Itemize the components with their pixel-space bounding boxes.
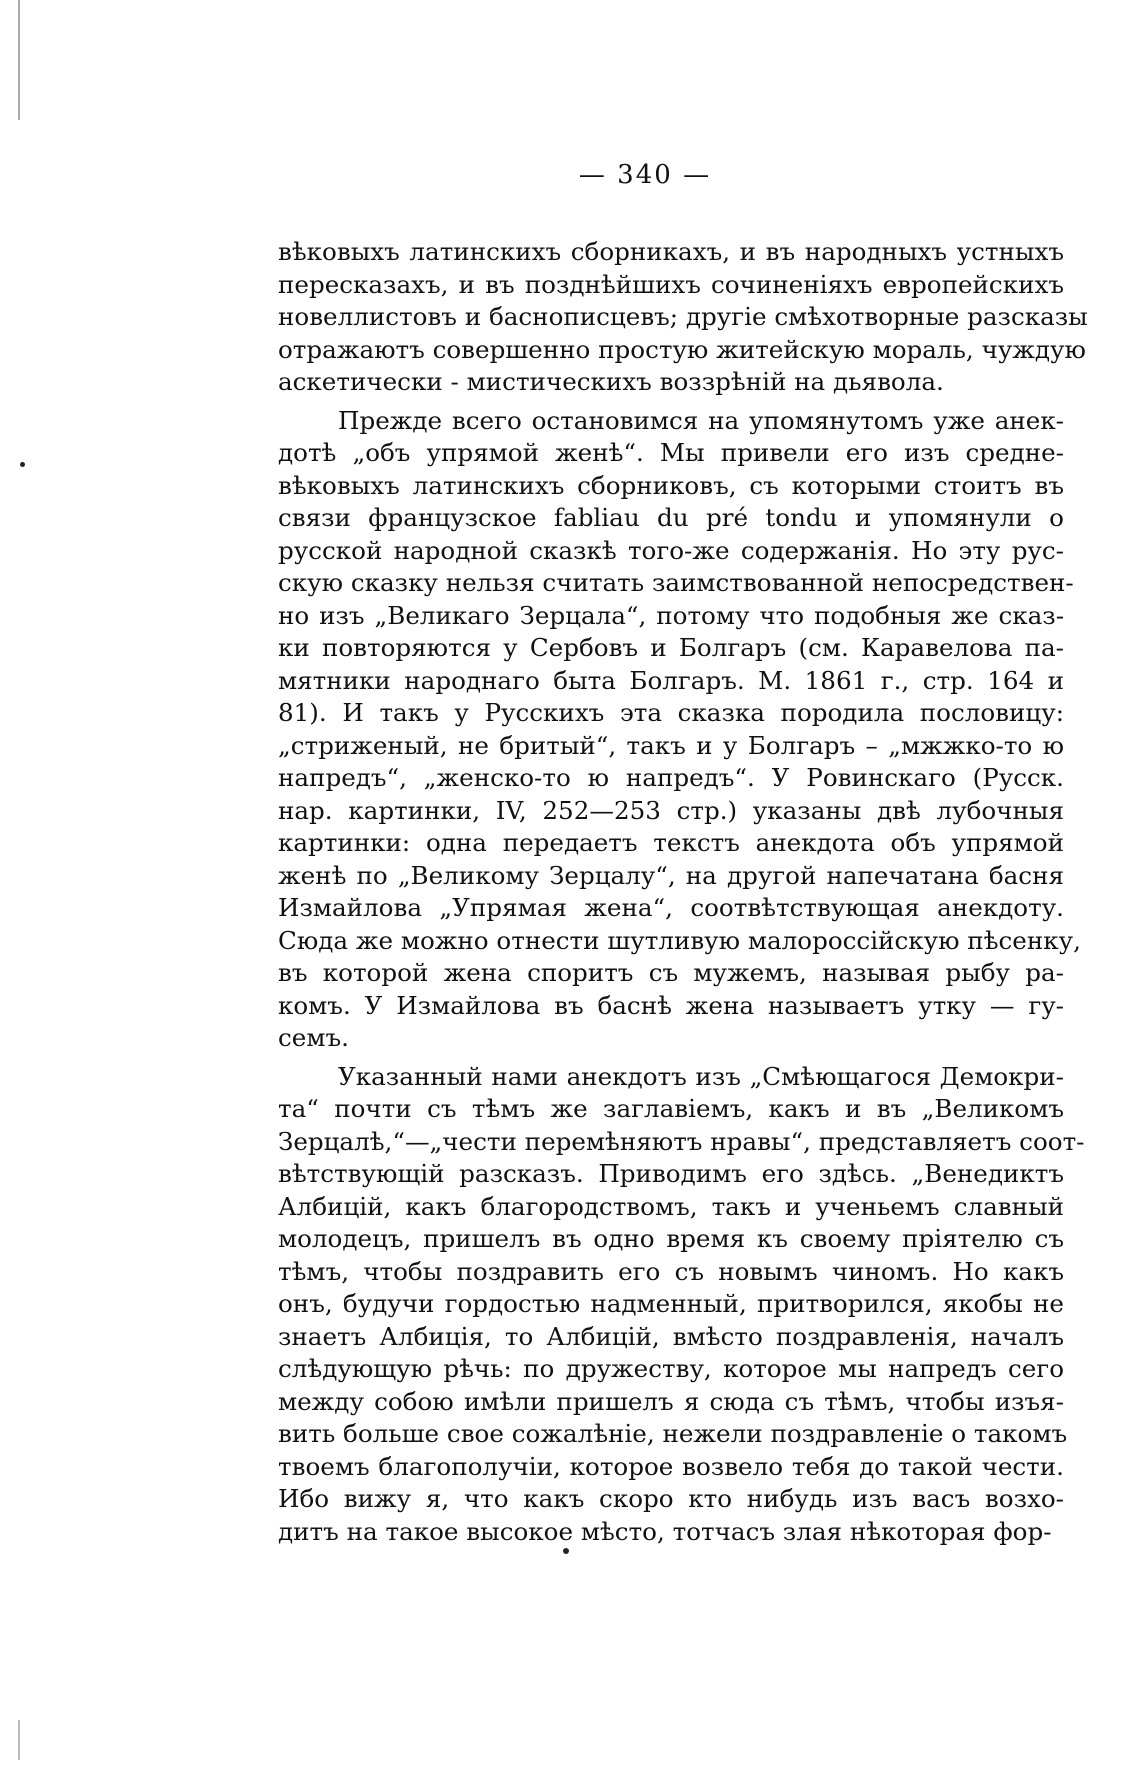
text-line: дитъ на такое высокое мѣсто, тотчасъ злая нѣкоторая фор- [278, 1516, 1052, 1546]
text-line: напредъ“, „женско-то ю напредъ“. У Ровинскаго (Русск. [278, 763, 1064, 792]
text-line: скую сказку нельзя считать заимствованной непосредствен- [278, 568, 1074, 597]
text-line: пересказахъ, и въ позднѣйшихъ сочиненіяхъ европейскихъ [278, 269, 1064, 299]
left-margin-scan-mark [18, 1720, 20, 1760]
text-line: вить больше свое сожалѣніе, нежели поздравленіе о такомъ [278, 1419, 1068, 1448]
paragraph [278, 236, 1088, 399]
page-number: — 340 — [578, 160, 712, 190]
text-line: Измайлова „Упрямая жена“, соотвѣтствующая анекдоту. [278, 893, 1064, 922]
text-line: русской народной сказкѣ того-же содержанія. Но эту рус- [278, 535, 1064, 565]
text-line: но изъ „Великаго Зерцала“, потому что подобныя же сказ- [278, 600, 1064, 630]
text-line: Сюда же можно отнести шутливую малороссійскую пѣсенку, [278, 925, 1081, 955]
text-line: Прежде всего остановимся на упомянутомъ уже анек- [338, 405, 1064, 435]
text-line: „стриженый, не бритый“, такъ и у Болгаръ – „мжжко-то ю [278, 730, 1064, 760]
text-line: отражаютъ совершенно простую житейскую мораль, чуждую [278, 334, 1086, 364]
text-line: та“ почти съ тѣмъ же заглавіемъ, какъ и въ „Великомъ [278, 1094, 1064, 1123]
text-line: мятники народнаго быта Болгаръ. М. 1861 г., стр. 164 и [278, 665, 1064, 695]
text-line: Зерцалѣ,“—„чести перемѣняютъ нравы“, представляетъ соот- [278, 1126, 1085, 1156]
paragraph [278, 1061, 1085, 1549]
text-line: онъ, будучи гордостью надменный, притворился, якобы не [278, 1289, 1064, 1318]
text-line: дотѣ „объ упрямой женѣ“. Мы привели его изъ средне- [278, 438, 1064, 467]
scan-speck [563, 1548, 569, 1554]
text-line: аскетически - мистическихъ воззрѣній на дьявола. [278, 367, 944, 396]
text-line: женѣ по „Великому Зерцалу“, на другой напечатана басня [278, 860, 1064, 890]
text-line: Албицій, какъ благородствомъ, такъ и ученьемъ славный [278, 1191, 1064, 1221]
paragraph [278, 405, 1081, 1055]
text-line: связи французское fabliau du pré tondu и упомянули о [278, 503, 1064, 532]
text-line: Ибо вижу я, что какъ скоро кто нибудь изъ васъ возхо- [278, 1484, 1064, 1513]
text-line: тѣмъ, чтобы поздравить его съ новымъ чиномъ. Но какъ [278, 1256, 1064, 1286]
text-line: комъ. У Измайлова въ баснѣ жена называетъ утку — гу- [278, 990, 1064, 1020]
text-line: слѣдующую рѣчь: по дружеству, которое мы напредъ сего [278, 1354, 1064, 1383]
text-line: знаетъ Албиція, то Албицій, вмѣсто поздравленія, началъ [278, 1321, 1064, 1351]
text-line: 81). И такъ у Русскихъ эта сказка породила пословицу: [278, 698, 1064, 727]
text-line: вѣковыхъ латинскихъ сборникахъ, и въ народныхъ устныхъ [278, 237, 1064, 266]
text-line: твоемъ благополучіи, которое возвело тебя до такой чести. [278, 1451, 1064, 1481]
scan-speck [20, 462, 25, 467]
body-text [278, 236, 1088, 1548]
text-line: вѣтствующій разсказъ. Приводимъ его здѣсь. „Венедиктъ [278, 1159, 1064, 1188]
text-line: новеллистовъ и баснописцевъ; другіе смѣхотворные разсказы [278, 302, 1088, 331]
text-line: нар. картинки, IV, 252—253 стр.) указаны двѣ лубочныя [278, 795, 1064, 825]
text-line: между собою имѣли пришелъ я сюда съ тѣмъ, чтобы изъя- [278, 1386, 1064, 1416]
text-line: молодецъ, пришелъ въ одно время къ своему пріятелю съ [278, 1224, 1064, 1253]
text-line: Указанный нами анекдотъ изъ „Смѣющагося Демокри- [338, 1061, 1064, 1091]
text-line: картинки: одна передаетъ текстъ анекдота объ упрямой [278, 828, 1064, 857]
text-line: въ которой жена споритъ съ мужемъ, называя рыбу ра- [278, 958, 1064, 987]
text-line: ки повторяются у Сербовъ и Болгаръ (см. Каравелова па- [278, 633, 1064, 662]
left-margin-scan-mark [18, 0, 20, 120]
text-line: вѣковыхъ латинскихъ сборниковъ, съ которыми стоитъ въ [278, 470, 1064, 500]
text-line: семъ. [278, 1023, 349, 1052]
